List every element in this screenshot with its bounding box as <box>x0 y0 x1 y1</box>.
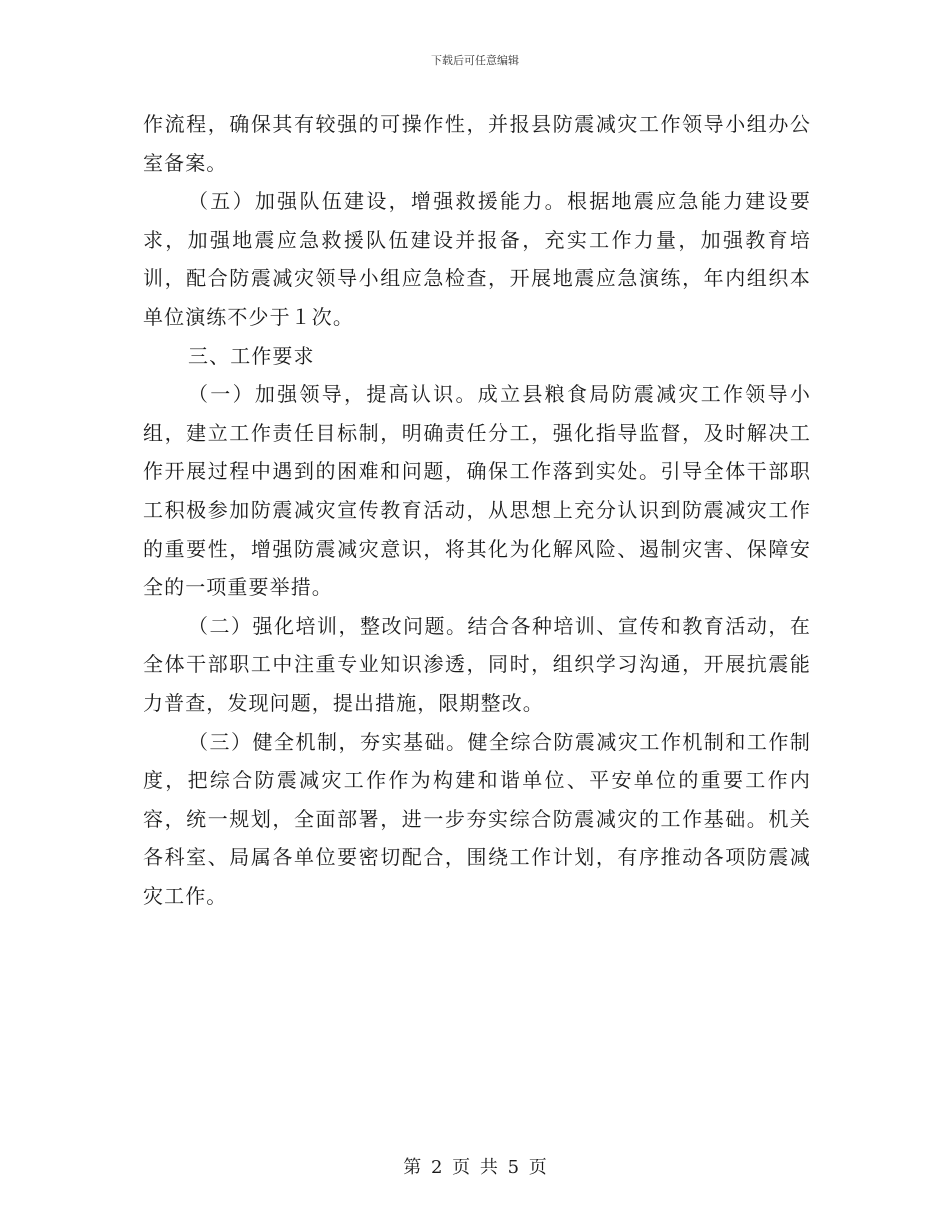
paragraph: （五）加强队伍建设，增强救援能力。根据地震应急能力建设要求，加强地震应急救援队伍建设并报备，充实工作力量，加强教育培训，配合防震减灾领导小组应急检查，开展地震应急演练，年内组织本单位演练不少于１次。 <box>143 189 811 329</box>
paragraph: （三）健全机制，夯实基础。健全综合防震减灾工作机制和工作制度，把综合防震减灾工作作为构建和谐单位、平安单位的重要工作内容，统一规划，全面部署，进一步夯实综合防震减灾的工作基础。机关各科室、局属各单位要密切配合，围绕工作计划，有序推动各项防震减灾工作。 <box>143 729 811 908</box>
document-body <box>143 105 811 915</box>
page-number: 第 2 页 共 5 页 <box>403 1157 547 1178</box>
page-header: 下载后可任意编辑 <box>431 54 519 67</box>
paragraph: 作流程，确保其有较强的可操作性，并报县防震减灾工作领导小组办公室备案。 <box>143 112 811 175</box>
paragraph: （一）加强领导，提高认识。成立县粮食局防震减灾工作领导小组，建立工作责任目标制，明确责任分工，强化指导监督，及时解决工作开展过程中遇到的困难和问题，确保工作落到实处。引导全体干部职工积极参加防震减灾宣传教育活动，从思想上充分认识到防震减灾工作的重要性，增强防震减灾意识，将其化为化解风险、遏制灾害、保障安全的一项重要举措。 <box>143 382 811 600</box>
section-heading: 三、工作要求 <box>188 343 315 368</box>
paragraph: （二）强化培训，整改问题。结合各种培训、宣传和教育活动，在全体干部职工中注重专业知识渗透，同时，组织学习沟通，开展抗震能力普查，发现问题，提出措施，限期整改。 <box>143 613 811 715</box>
